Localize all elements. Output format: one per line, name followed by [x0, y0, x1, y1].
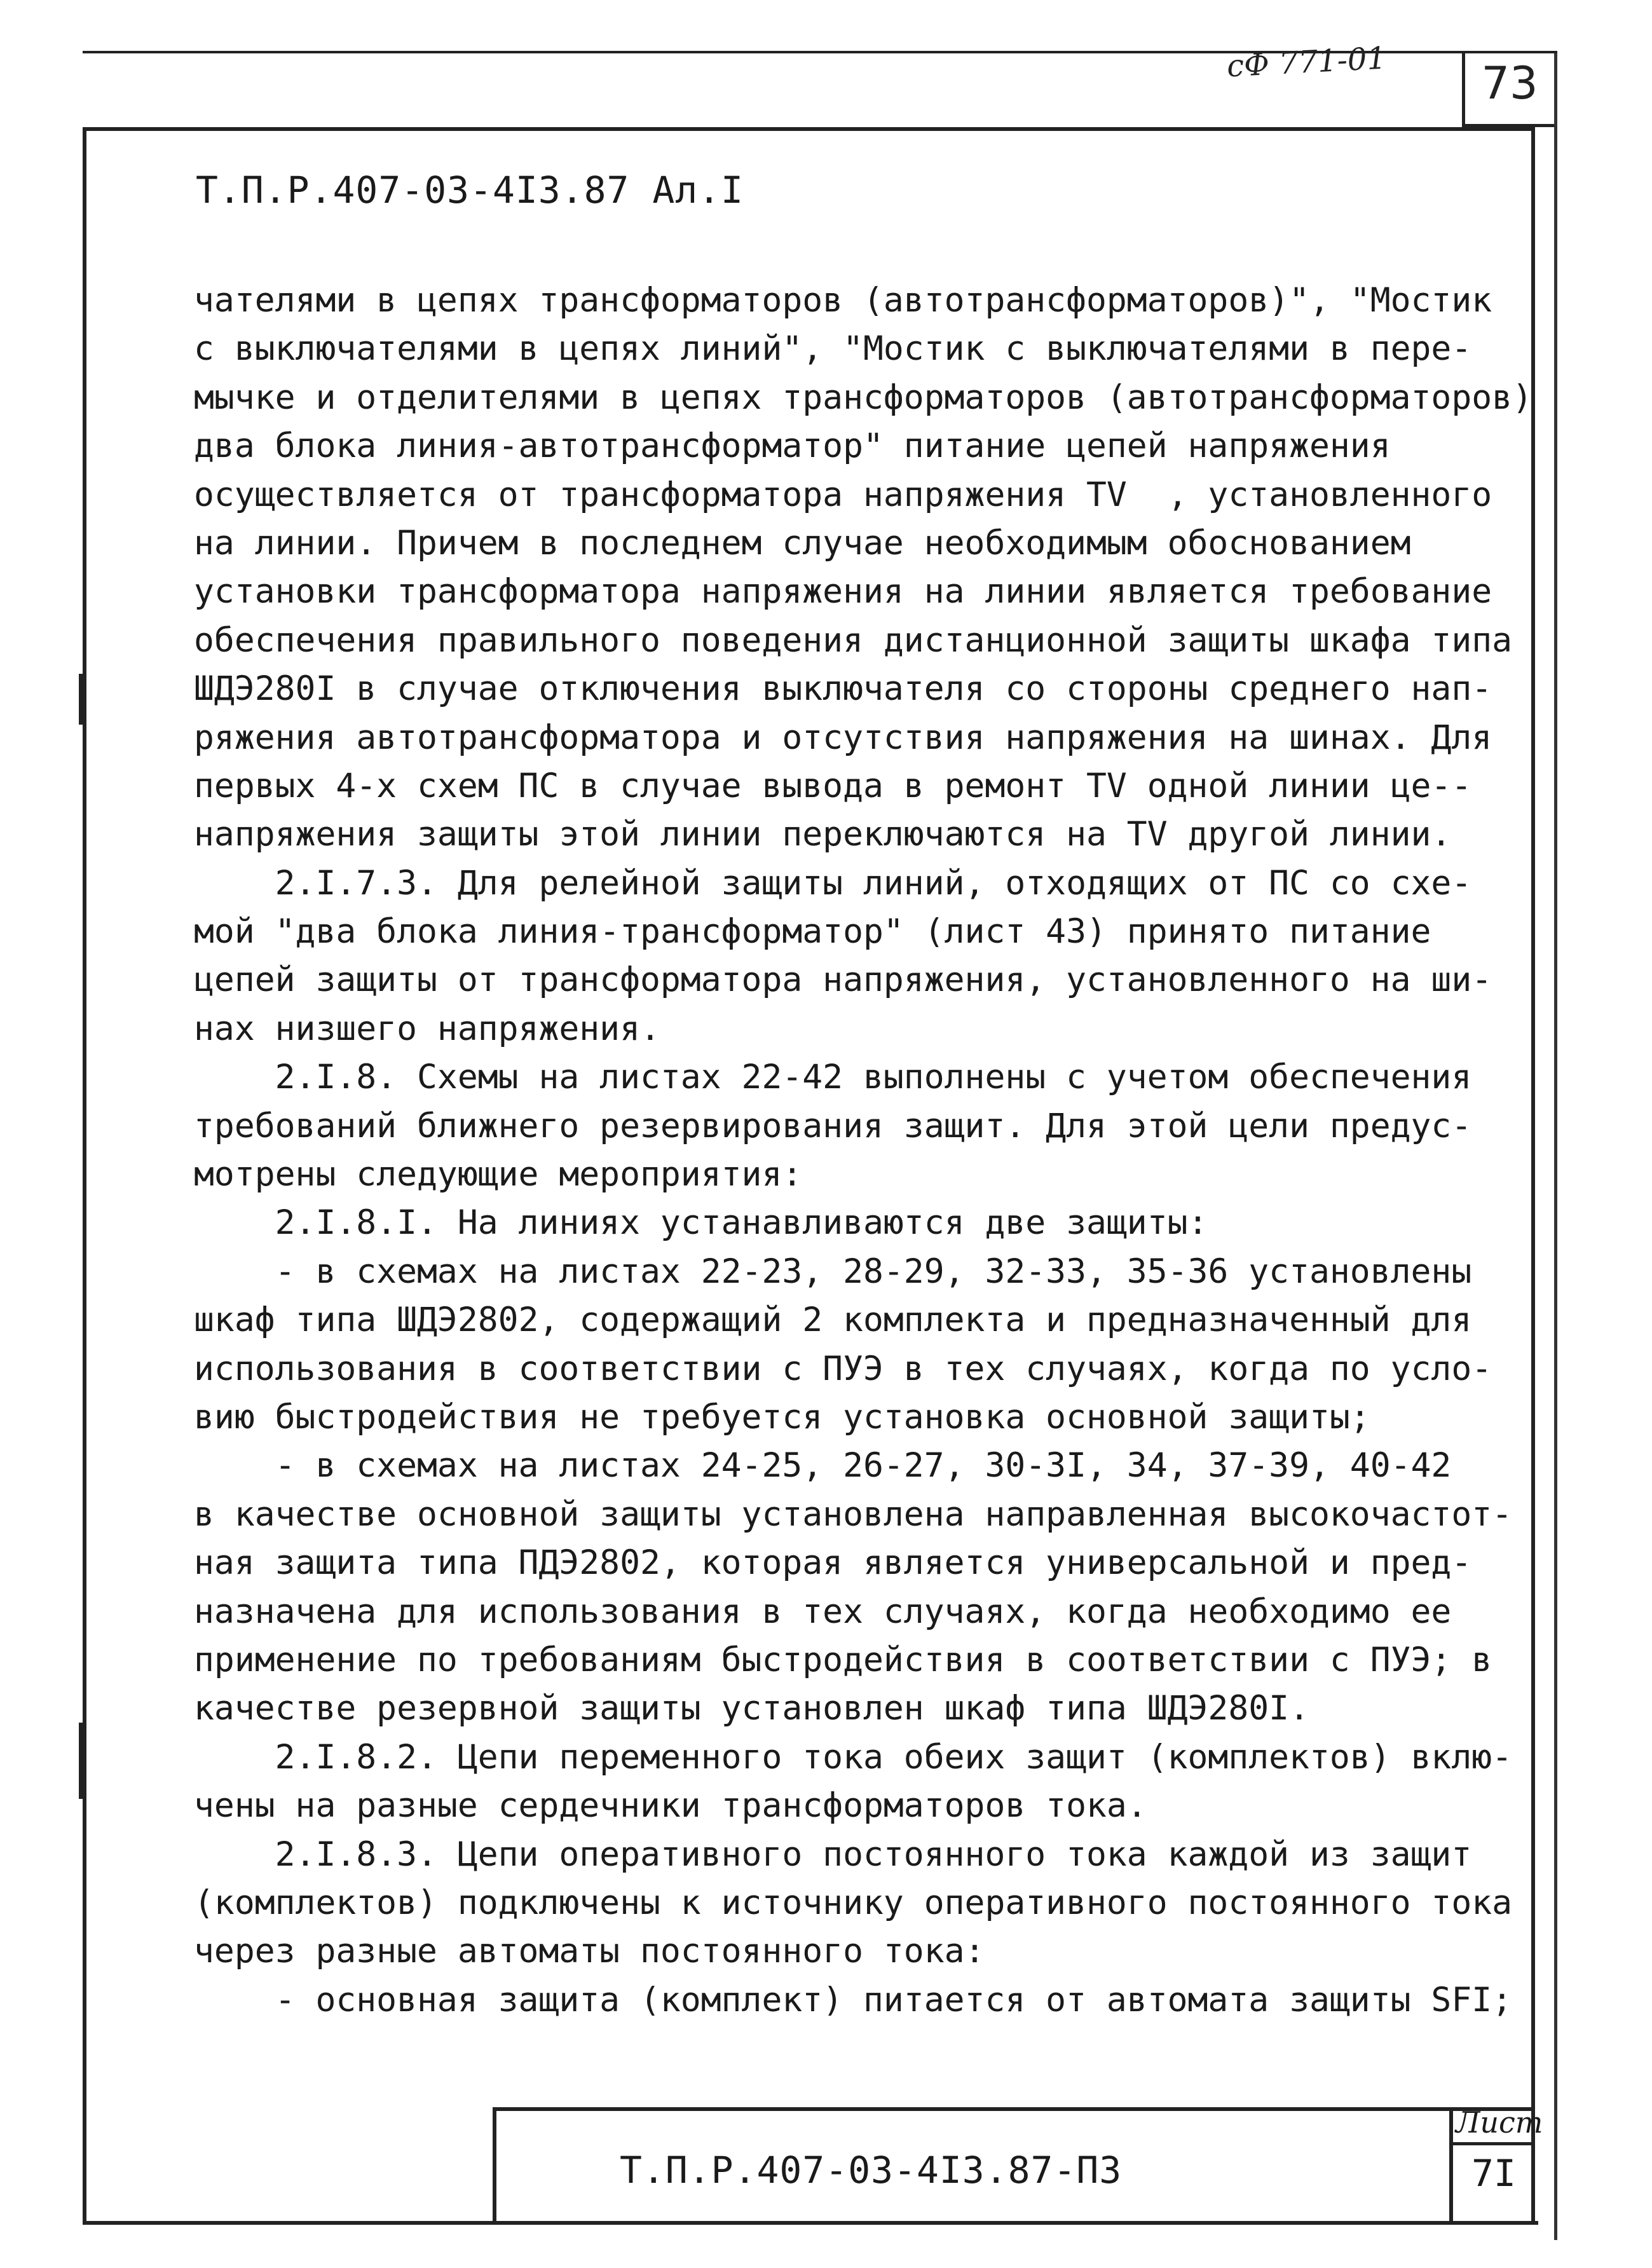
sheet-number-top: 73	[1481, 57, 1538, 109]
text-line: ШДЭ280I в случае отключения выключателя со стороны среднего нап-	[194, 669, 1492, 709]
text-line: два блока линия-автотрансформатор" питание цепей напряжения	[194, 427, 1391, 466]
text-line: 2.I.8. Схемы на листах 22-42 выполнены с учетом обеспечения	[194, 1058, 1472, 1097]
text-line: требований ближнего резервирования защит. Для этой цели предус-	[194, 1106, 1472, 1145]
outer-right-border	[1554, 53, 1557, 2240]
text-line: 2.I.7.3. Для релейной защиты линий, отходящих от ПС со схе-	[194, 863, 1472, 903]
text-line: через разные автоматы постоянного тока:	[194, 1932, 985, 1971]
text-line: качестве резервной защиты установлен шкаф типа ШДЭ280I.	[194, 1689, 1309, 1728]
stamp-document-code: Т.П.Р.407-03-4I3.87-ПЗ	[620, 2148, 1123, 2192]
stamp-sheet-divider	[1449, 2142, 1535, 2145]
text-line: - в схемах на листах 22-23, 28-29, 32-33, 35-36 установлены	[194, 1252, 1472, 1291]
text-line: напряжения защиты этой линии переключаются на TV другой линии.	[194, 815, 1452, 854]
stamp-sheet-label: Лист	[1456, 2105, 1543, 2140]
text-line: ряжения автотрансформатора и отсутствия напряжения на шинах. Для	[194, 718, 1492, 757]
left-margin-mark	[79, 674, 83, 725]
text-line: вию быстродействия не требуется установка основной защиты;	[194, 1397, 1370, 1437]
bottom-border-line	[83, 2221, 1538, 2225]
left-margin-mark	[79, 1723, 83, 1799]
text-line: назначена для использования в тех случаях, когда необходимо ее	[194, 1592, 1452, 1631]
document-body-text	[194, 277, 1533, 2025]
text-line: - основная защита (комплект) питается от автомата защиты SFI;	[194, 1980, 1513, 2019]
text-line: осуществляется от трансформатора напряжения TV , установленного	[194, 475, 1492, 514]
text-line: с выключателями в цепях линий", "Мостик с выключателями в пере-	[194, 329, 1472, 369]
text-line: нах низшего напряжения.	[194, 1009, 660, 1048]
text-line: первых 4-х схем ПС в случае вывода в ремонт TV одной линии це--	[194, 766, 1472, 805]
text-line: 2.I.8.2. Цепи переменного тока обеих защит (комплектов) вклю-	[194, 1737, 1513, 1777]
text-line: мычке и отделителями в цепях трансформаторов (автотрансформаторов)	[194, 378, 1533, 417]
text-line: ная защита типа ПДЭ2802, которая является универсальной и пред-	[194, 1543, 1472, 1583]
text-line: установки трансформатора напряжения на линии является требование	[194, 572, 1492, 611]
archive-code-handwritten: сФ 771-01	[1225, 40, 1388, 85]
text-line: на линии. Причем в последнем случае необходимым обоснованием	[194, 523, 1411, 563]
stamp-sheet-number: 7I	[1471, 2152, 1516, 2195]
text-line: обеспечения правильного поведения дистанционной защиты шкафа типа	[194, 620, 1513, 660]
document-header-code: Т.П.Р.407-03-4I3.87 Ал.I	[196, 168, 744, 212]
text-line: мотрены следующие мероприятия:	[194, 1155, 803, 1194]
text-line: использования в соответствии с ПУЭ в тех случаях, когда по усло-	[194, 1349, 1492, 1388]
text-line: чателями в цепях трансформаторов (автотрансформаторов)", "Мостик	[194, 281, 1492, 320]
text-line: шкаф типа ШДЭ2802, содержащий 2 комплекта и предназначенный для	[194, 1301, 1472, 1340]
text-line: в качестве основной защиты установлена направленная высокочастот-	[194, 1494, 1513, 1534]
text-line: применение по требованиям быстродействия в соответствии с ПУЭ; в	[194, 1640, 1492, 1679]
text-line: - в схемах на листах 24-25, 26-27, 30-3I, 34, 37-39, 40-42	[194, 1446, 1452, 1486]
text-line: 2.I.8.3. Цепи оперативного постоянного тока каждой из защит	[194, 1834, 1472, 1874]
text-line: мой "два блока линия-трансформатор" (лист 43) принято питание	[194, 912, 1431, 952]
text-line: 2.I.8.I. На линиях устанавливаются две защиты:	[194, 1203, 1208, 1243]
text-line: (комплектов) подключены к источнику оперативного постоянного тока	[194, 1883, 1513, 1922]
text-line: цепей защиты от трансформатора напряжения, установленного на ши-	[194, 960, 1492, 1000]
text-line: чены на разные сердечники трансформаторов тока.	[194, 1786, 1147, 1826]
